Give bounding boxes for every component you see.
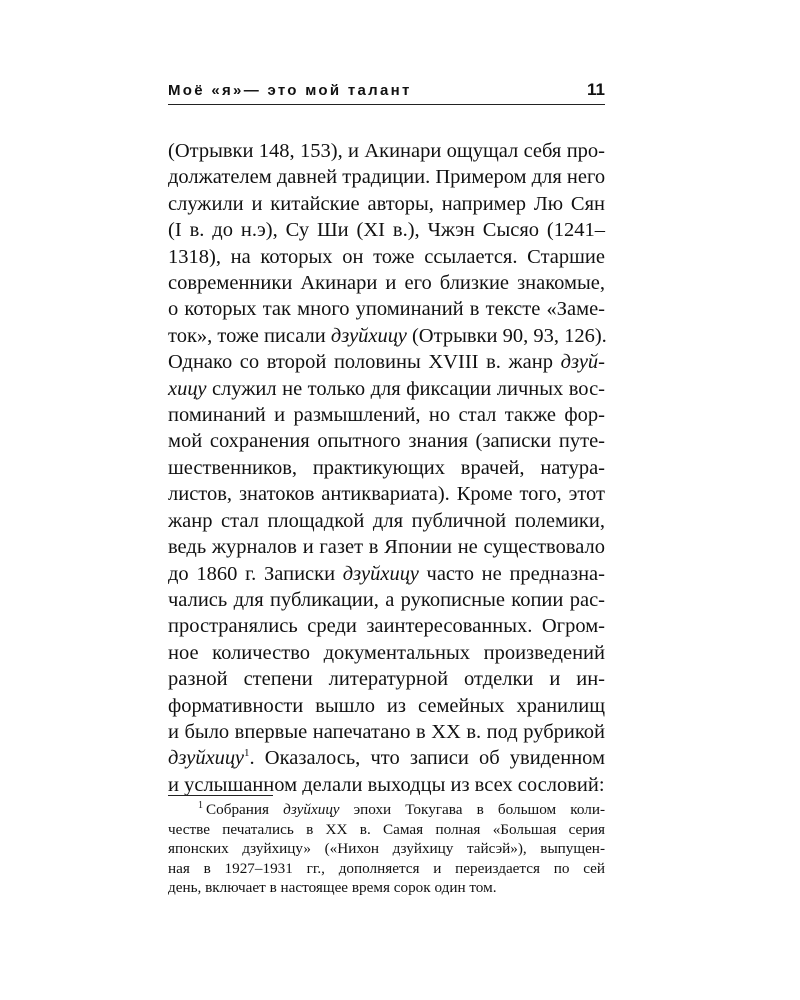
text-line: разной степени литературной отделки и ин-	[168, 668, 605, 691]
text-line: о которых так много упоминаний в тексте «Заме-	[168, 298, 605, 321]
italic-term: хицу	[168, 377, 207, 400]
header-rule	[168, 104, 605, 105]
footnote-line: $^1$ Собрания дзуйхицу эпохи Токугава в большом коли-	[198, 799, 606, 818]
text-line: современники Акинари и его близкие знакомые,	[168, 272, 605, 295]
italic-term: дзуйхицу	[342, 562, 419, 585]
running-title: Моё «я»— это мой талант	[168, 82, 412, 99]
text-line: до 1860 г. Записки дзуйхицу часто не предназна-	[168, 562, 605, 585]
text-line: жанр стал площадкой для публичной полемики,	[168, 509, 605, 532]
text-line: формативности вышло из семейных хранилищ	[168, 694, 605, 717]
footnote-reference[interactable]: 1	[244, 747, 250, 760]
text-line: Однако со второй половины XVIII в. жанр дзуй-	[168, 351, 605, 374]
text-line: служили и китайские авторы, например Лю Сян	[168, 192, 605, 215]
italic-term: дзуйхицу	[283, 801, 340, 818]
text-line: должателем давней традиции. Примером для него	[168, 166, 606, 189]
text-line: хицу служил не только для фиксации личных вос-	[168, 377, 605, 400]
footnote-line: день, включает в настоящее время сорок один том.	[168, 879, 497, 896]
italic-term: дзуйхицу	[168, 747, 245, 770]
text-line: дзуйхицу$^1$. Оказалось, что записи об увиденном	[168, 747, 605, 770]
text-line: (Отрывки 148, 153), и Акинари ощущал себя про-	[168, 140, 605, 162]
page-number: 11	[587, 80, 605, 99]
footnote-line: ная в 1927–1931 гг., дополняется и переиздается по сей	[168, 859, 605, 877]
text-line: ток», тоже писали дзуйхицу (Отрывки 90, 93, 126).	[168, 324, 607, 347]
text-line: листов, знатоков антиквариата). Кроме того, этот	[168, 483, 605, 506]
text-line: и было впервые напечатано в XX в. под рубрикой	[168, 720, 605, 743]
text-line: пространялись среди заинтересованных. Огром-	[168, 615, 605, 638]
footnote-mark: 1	[198, 799, 203, 811]
text-line: поминаний и размышлений, но стал также фор-	[168, 404, 605, 427]
footnote	[168, 800, 605, 898]
text-line: мой сохранения опытного знания (записки путе-	[168, 430, 605, 453]
running-head	[168, 82, 605, 104]
footnote-line: честве печатались в XX в. Самая полная «Большая серия	[168, 820, 605, 838]
text-line: чались для публикации, а рукописные копии рас-	[168, 588, 605, 611]
text-line: шественников, практикующих врачей, натура-	[168, 456, 605, 479]
text-line: и услышанном делали выходцы из всех сословий:	[168, 773, 605, 796]
main-text	[168, 138, 605, 798]
text-line: ведь журналов и газет в Японии не существовало	[168, 536, 605, 559]
footnote-rule	[168, 795, 273, 796]
italic-term: дзуйхицу	[330, 324, 407, 347]
italic-term: дзуй-	[560, 351, 605, 374]
text-line: ное количество документальных произведений	[168, 641, 605, 664]
text-line: 1318), на которых он тоже ссылается. Старшие	[168, 245, 605, 268]
footnote-line: японских дзуйхицу» («Нихон дзуйхицу тайсэй»), выпущен-	[168, 840, 605, 857]
text-line: (I в. до н.э), Су Ши (XI в.), Чжэн Сысяо (1241–	[168, 219, 605, 242]
